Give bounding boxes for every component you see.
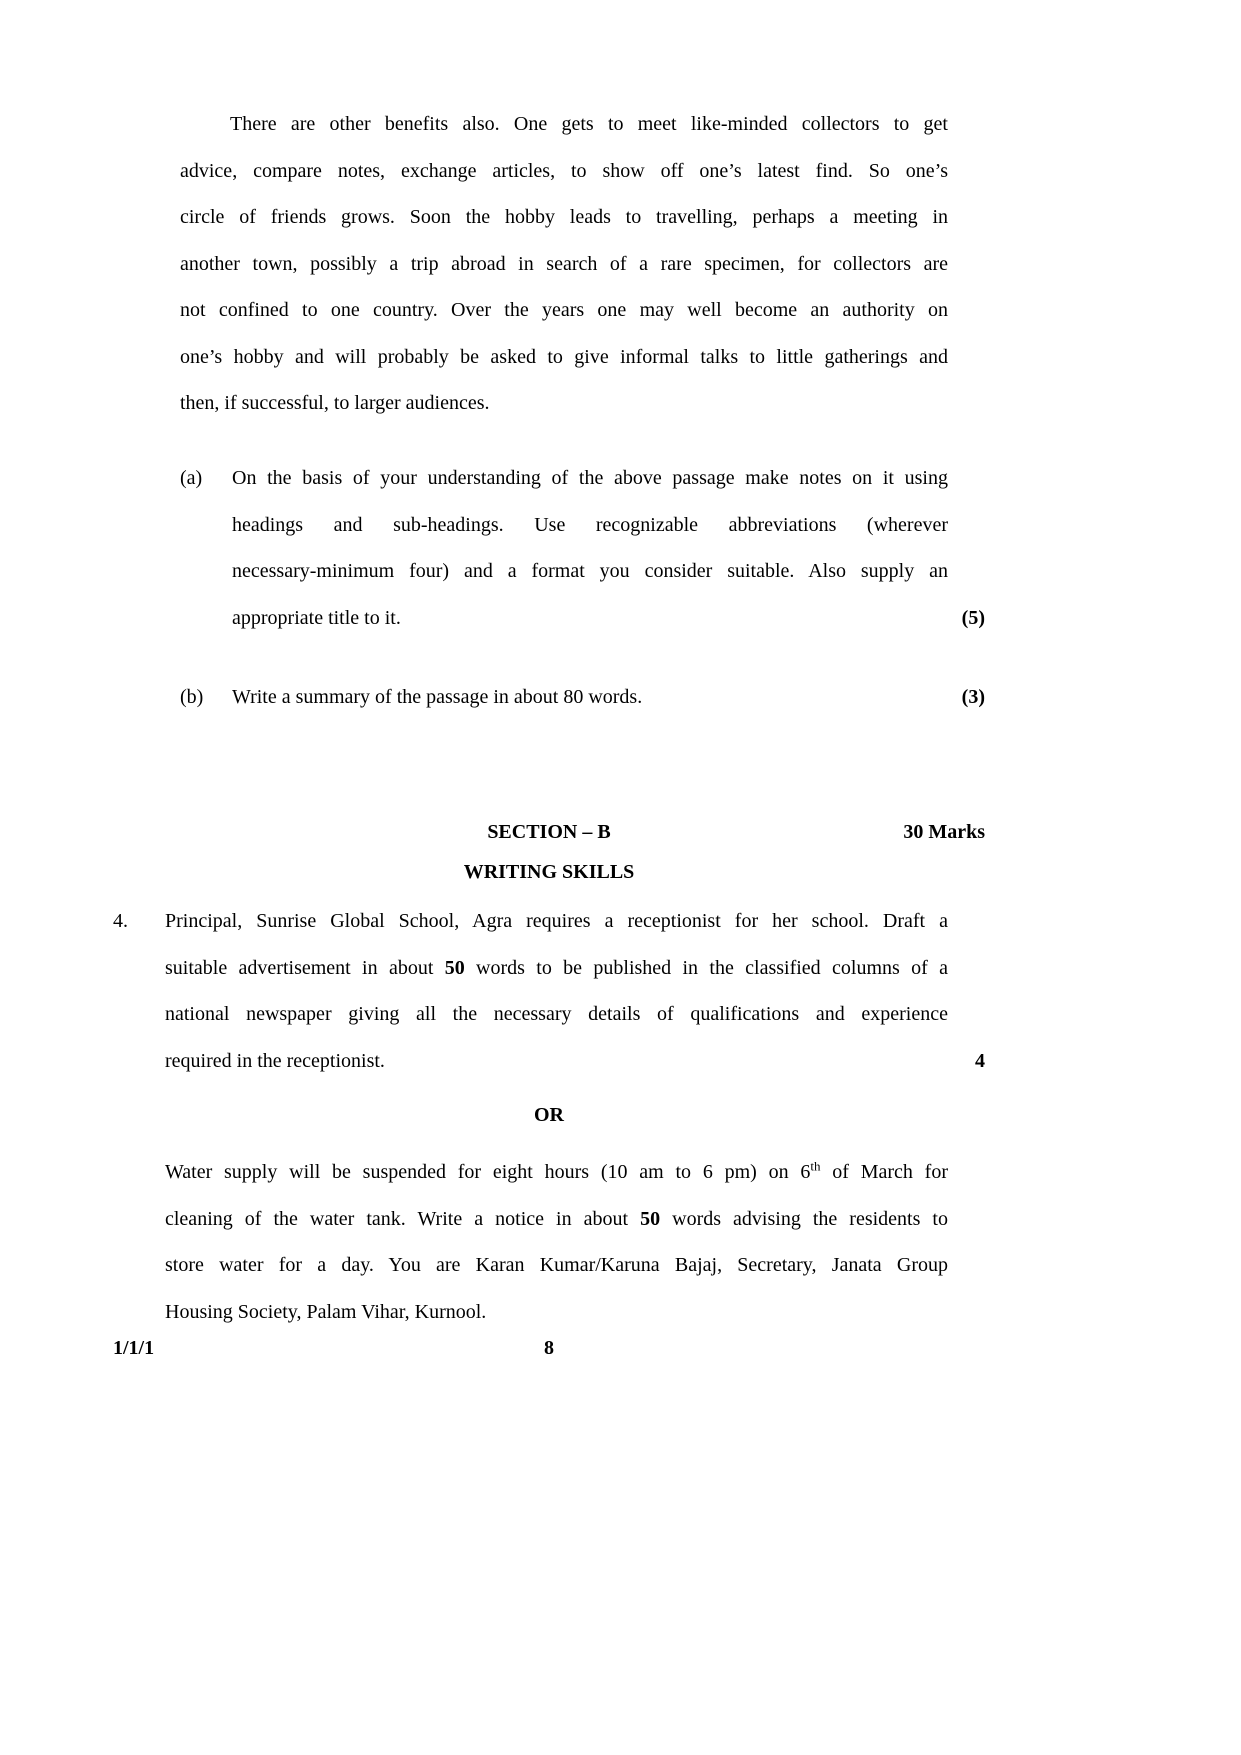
question-4-alternative	[165, 1149, 948, 1335]
question-a-line: headings and sub-headings. Use recognizable abbreviations (wherever	[232, 513, 948, 536]
question-4-line: required in the receptionist.	[165, 1049, 385, 1072]
page-number: 8	[544, 1337, 554, 1359]
question-a	[180, 455, 985, 641]
section-marks: 30 Marks	[903, 821, 985, 843]
question-4-line: suitable advertisement in about 50 words to be published in the classified columns of a	[165, 956, 948, 979]
question-b-line: Write a summary of the passage in about 80 words.	[232, 686, 643, 708]
question-a-line: appropriate title to it.	[232, 606, 401, 629]
passage-line: then, if successful, to larger audiences.	[180, 392, 490, 414]
passage-line: There are other benefits also. One gets to meet like-minded collectors to get	[230, 113, 948, 135]
question-4-number: 4.	[113, 910, 128, 932]
passage-line: advice, compare notes, exchange articles, to show off one’s latest find. So one’s	[180, 159, 948, 182]
passage-line: one’s hobby and will probably be asked to give informal talks to little gatherings and	[180, 345, 948, 368]
question-4-marks: 4	[975, 1049, 985, 1072]
question-4-alt-line: Housing Society, Palam Vihar, Kurnool.	[165, 1300, 487, 1323]
question-a-line: necessary-minimum four) and a format you consider suitable. Also supply an	[232, 560, 948, 582]
paper-code: 1/1/1	[113, 1337, 155, 1359]
passage-line: circle of friends grows. Soon the hobby leads to travelling, perhaps a meeting in	[180, 206, 948, 228]
question-4-text	[165, 898, 948, 1084]
question-b-marks: (3)	[961, 686, 985, 708]
section-subtitle: WRITING SKILLS	[463, 861, 635, 883]
question-4-line: Principal, Sunrise Global School, Agra requires a receptionist for her school. Draft a	[165, 910, 948, 932]
passage-line: another town, possibly a trip abroad in search of a rare specimen, for collectors are	[180, 252, 948, 275]
or-separator: OR	[534, 1104, 564, 1126]
question-4-alt-line: cleaning of the water tank. Write a notice in about 50 words advising the residents to	[165, 1207, 948, 1230]
question-a-line: On the basis of your understanding of the above passage make notes on it using	[232, 467, 948, 489]
question-a-text	[232, 455, 948, 641]
question-4-alt-line: store water for a day. You are Karan Kumar/Karuna Bajaj, Secretary, Janata Group	[165, 1254, 948, 1276]
question-4-alt-line: Water supply will be suspended for eight hours (10 am to 6 pm) on 6th of March for	[165, 1158, 948, 1183]
section-heading	[113, 812, 985, 852]
question-a-label: (a)	[180, 467, 203, 489]
question-b	[180, 674, 985, 721]
question-b-text	[232, 674, 948, 721]
passage-line: not confined to one country. Over the years one may well become an authority on	[180, 299, 948, 321]
question-4	[113, 898, 985, 1084]
question-b-label: (b)	[180, 686, 204, 708]
question-4-line: national newspaper giving all the necessary details of qualifications and experience	[165, 1003, 948, 1025]
reading-passage	[180, 101, 948, 427]
question-a-marks: (5)	[961, 606, 985, 629]
section-title: SECTION – B	[487, 821, 611, 843]
